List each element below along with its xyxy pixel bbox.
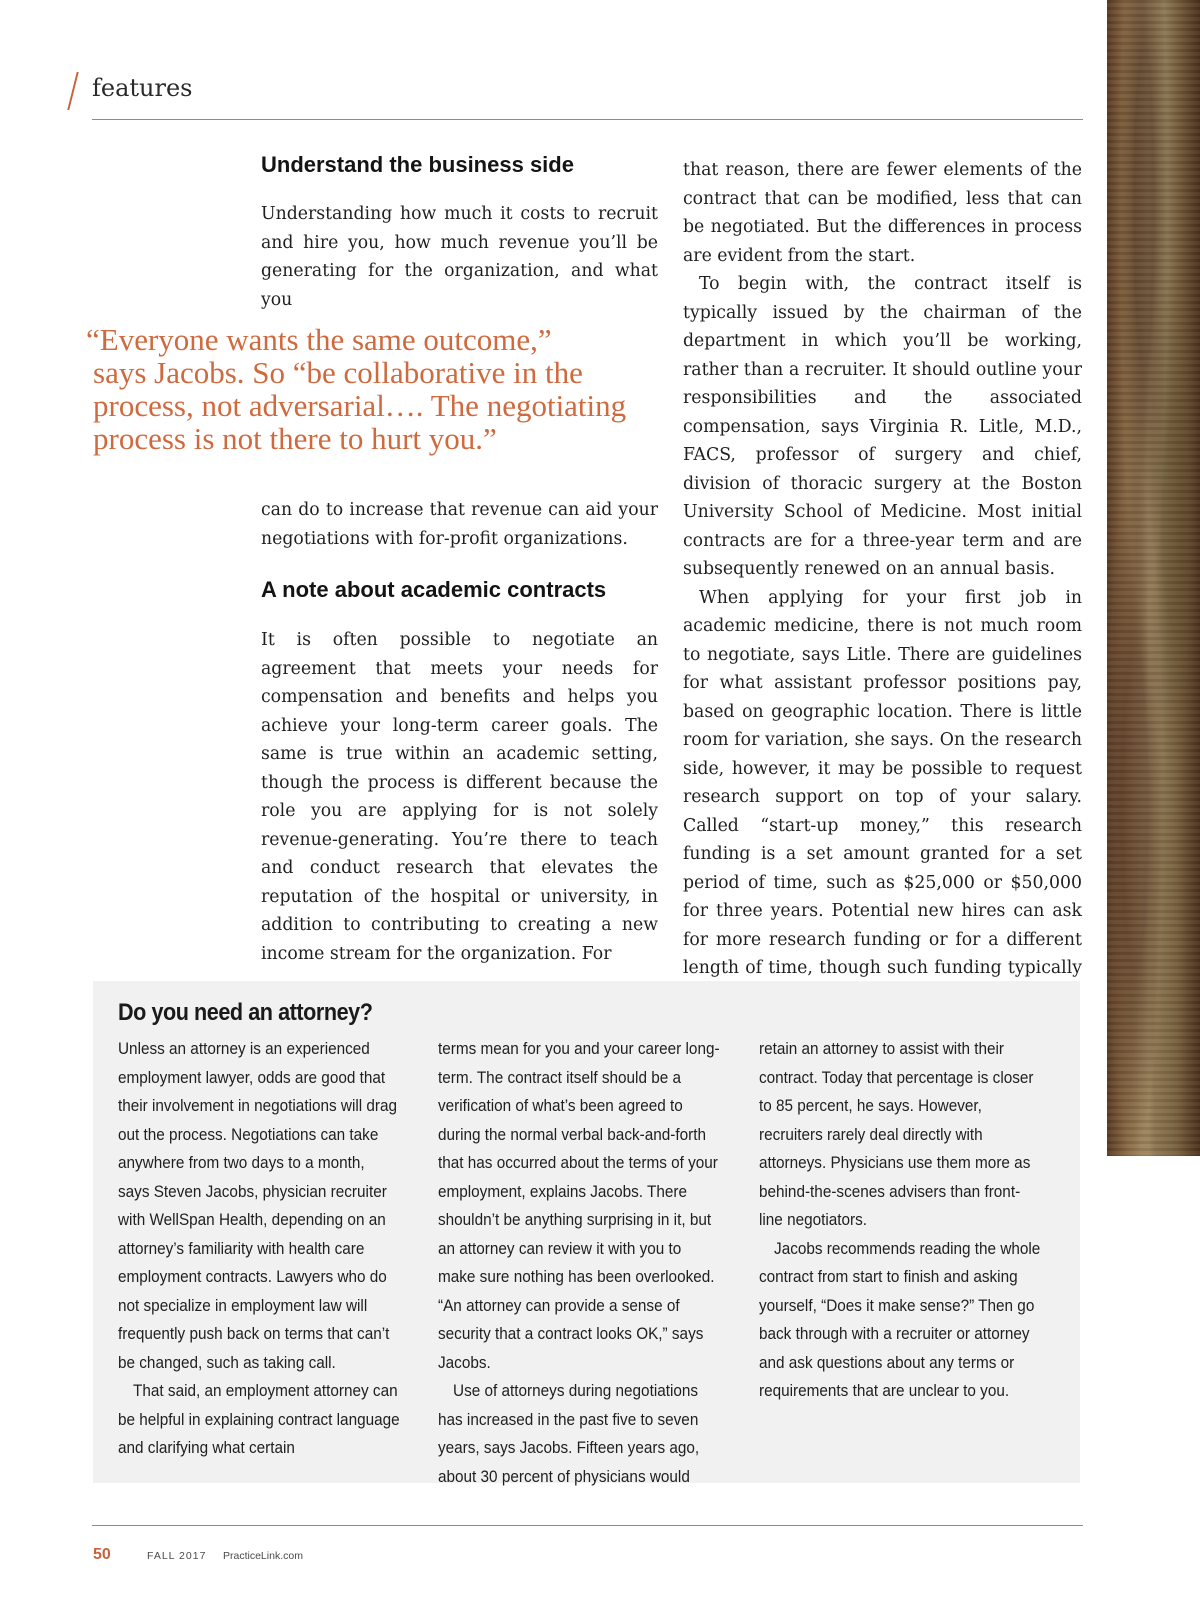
- heading-business-side: Understand the business side: [261, 152, 574, 177]
- pull-quote: [86, 323, 646, 455]
- paragraph-right-2: To begin with, the contract itself is typically issued by the chairman of the department in which you’ll be working, rather than a recruiter. It should outline your responsibilities and the associated compensation, says Virginia R. Litle, M.D., FACS, professor of surgery and chief, division of thoracic surgery at the Boston University School of Medicine. Most initial contracts are for a three-year term and are subsequently renewed on an annual basis.: [683, 274, 1082, 579]
- attorney-sidebar: [93, 981, 1080, 1486]
- section-slash-mark: [67, 72, 78, 110]
- issue-label: FALL 2017: [147, 1550, 207, 1562]
- header-rule: [92, 119, 1083, 120]
- section-label: features: [92, 74, 193, 102]
- pull-quote-line: says Jacobs. So “be collaborative in the: [93, 355, 583, 390]
- pull-quote-line: process is not there to hurt you.”: [93, 421, 497, 456]
- sidebar-column-1: [118, 1035, 400, 1463]
- paragraph-right-1: that reason, there are fewer elements of the contract that can be modified, less that can be negotiated. But the differences in process are evident from the start.: [683, 160, 1082, 266]
- sidebar-paragraph: retain an attorney to assist with their contract. Today that percentage is closer to 85 percent, he says. However, recruiters rarely deal directly with attorneys. Physicians use them more as behind-the-scenes advisers than front-line negotiators.: [759, 1040, 1034, 1229]
- left-column-bottom: [261, 496, 658, 968]
- sidebar-column-2: [438, 1035, 720, 1491]
- pull-quote-line: process, not adversarial…. The negotiating: [93, 388, 627, 423]
- site-link[interactable]: PracticeLink.com: [223, 1550, 303, 1562]
- left-column-top: [261, 152, 658, 314]
- sidebar-paragraph: Jacobs recommends reading the whole contract from start to finish and asking yourself, “Does it make sense?” Then go back through with a recruiter or attorney and ask questions about any terms or requirements that are unclear to you.: [759, 1239, 1041, 1400]
- right-column: [683, 156, 1082, 1011]
- footer-rule: [92, 1525, 1083, 1526]
- paragraph-right-3: When applying for your first job in academic medicine, there is not much room to negotiate, says Litle. There are guidelines for what assistant professor positions pay, based on geographic location. There is little room for variation, she says. On the research side, however, it may be possible to request research support on top of your salary. Called “start-up money,” this research funding is a set amount granted for a set period of time, such as $25,000 or $50,000 for three years. Potential new hires can ask for more research funding or for a different length of time, though such funding typically: [683, 587, 1082, 978]
- sidebar-paragraph: terms mean for you and your career long-term. The contract itself should be a verification of what’s been agreed to during the normal verbal back-and-forth that has occurred about the terms of your employment, explains Jacobs. There shouldn’t be anything surprising in it, but an attorney can review it with you to make sure nothing has been overlooked. “An attorney can provide a sense of security that a contract looks OK,” says Jacobs.: [438, 1040, 720, 1372]
- paragraph-business-side-continued: can do to increase that revenue can aid your negotiations with for-profit organizations.: [261, 500, 658, 549]
- heading-academic-contracts: A note about academic contracts: [261, 577, 607, 602]
- paragraph-academic-contracts: It is often possible to negotiate an agreement that meets your needs for compensation and benefits and helps you achieve your long-term career goals. The same is true within an academic setting, though the process is different because the role you are applying for is not solely revenue-generating. You’re there to teach and conduct research that elevates the reputation of the hospital or university, in addition to contributing to creating a new income stream for the organization. For: [261, 630, 658, 964]
- page-number: 50: [93, 1546, 111, 1563]
- sidebar-paragraph: Unless an attorney is an experienced employment lawyer, odds are good that their involvement in negotiations will drag out the process. Negotiations can take anywhere from two days to a month, says Steven Jacobs, physician recruiter with WellSpan Health, depending on an attorney’s familiarity with health care employment contracts. Lawyers who do not specialize in employment law will frequently push back on terms that can’t be changed, such as taking call.: [118, 1040, 398, 1372]
- sidebar-title: Do you need an attorney?: [118, 999, 373, 1026]
- paragraph-business-side: Understanding how much it costs to recruit and hire you, how much revenue you’ll be generating for the organization, and what you: [261, 204, 658, 310]
- pull-quote-line: “Everyone wants the same outcome,”: [86, 322, 552, 357]
- sidebar-paragraph: Use of attorneys during negotiations has increased in the past five to seven years, says Jacobs. Fifteen years ago, about 30 percent of physicians would: [438, 1382, 700, 1486]
- sidebar-paragraph: That said, an employment attorney can be helpful in explaining contract language and clarifying what certain: [118, 1382, 400, 1457]
- sidebar-column-3: [759, 1035, 1041, 1406]
- decorative-photo-strip: [1107, 0, 1200, 1156]
